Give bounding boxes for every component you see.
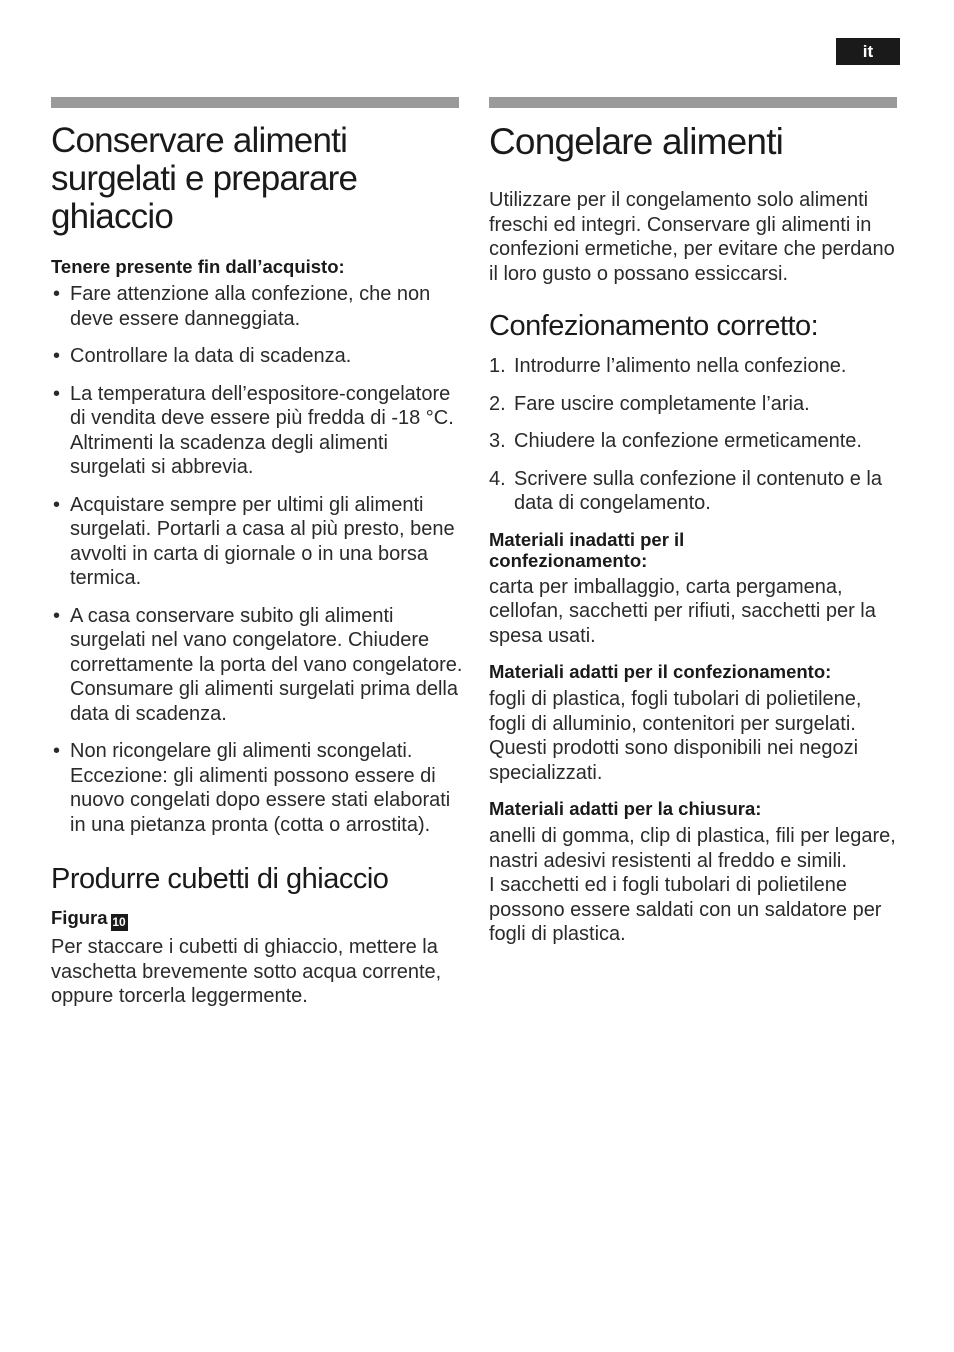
suitable-materials-text: fogli di plastica, fogli tubolari di polietilene, fogli di alluminio, contenitori per surgelati. Questi prodotti sono disponibili nei negozi specializzati.: [489, 688, 862, 784]
list-item: [489, 467, 903, 516]
language-tab: it: [836, 38, 900, 65]
right-column: [489, 97, 903, 947]
list-item: [51, 382, 463, 480]
bullet-icon: •: [53, 493, 61, 516]
list-item: [489, 429, 903, 454]
step-text: Fare uscire completamente l’aria.: [514, 392, 810, 415]
list-item-text: Non ricongelare gli alimenti scongelati. Eccezione: gli alimenti possono essere di nuovo congelati dopo essere stati elaborati in una pietanza pronta (cotta o arrostita).: [70, 740, 451, 836]
purchase-subheading: Tenere presente fin dall’acquisto:: [51, 256, 345, 277]
step-text: Introdurre l’alimento nella confezione.: [514, 355, 847, 377]
step-text: Scrivere sulla confezione il contenuto e la data di congelamento.: [514, 467, 882, 514]
unsuitable-materials-heading: Materiali inadatti per il confezionamento:: [489, 528, 685, 571]
list-item: [489, 354, 903, 379]
right-section-title: Congelare alimenti: [489, 121, 784, 162]
packaging-heading: Confezionamento corretto:: [489, 310, 819, 342]
bullet-icon: •: [53, 740, 61, 762]
suitable-materials-heading: Materiali adatti per il confezionamento:: [489, 661, 832, 682]
purchase-bullet-list: [51, 282, 463, 837]
step-number: 1.: [489, 355, 506, 377]
figure-number-badge: 10: [112, 915, 126, 929]
welding-note-text: I sacchetti ed i fogli tubolari di polietilene possono essere saldati con un saldatore per fogli di plastica.: [489, 874, 882, 945]
step-number: 3.: [489, 430, 506, 452]
list-item-text: Acquistare sempre per ultimi gli alimenti surgelati. Portarli a casa al più presto, bene avvolti in carta di giornale o in una borsa termica.: [70, 493, 455, 589]
left-section-title: Conservare alimenti surgelati e preparare ghiaccio: [51, 121, 358, 236]
closure-materials-text: anelli di gomma, clip di plastica, fili per legare, nastri adesivi resistenti al freddo e simili.: [489, 825, 896, 872]
packaging-steps: [489, 354, 903, 516]
list-item: [51, 604, 463, 727]
freezing-intro: Utilizzare per il congelamento solo alimenti freschi ed integri. Conservare gli alimenti in confezioni ermetiche, per evitare che perdano il loro gusto o possano essiccarsi.: [489, 189, 895, 285]
ice-cubes-text: Per staccare i cubetti di ghiaccio, mettere la vaschetta brevemente sotto acqua corrente, oppure torcerla leggermente.: [51, 936, 442, 1007]
bullet-icon: •: [53, 382, 61, 405]
bullet-icon: •: [53, 283, 61, 305]
bullet-icon: •: [53, 345, 61, 367]
list-item-text: A casa conservare subito gli alimenti surgelati nel vano congelatore. Chiudere correttamente la porta del vano congelatore. Consumare gli alimenti surgelati prima della data di scadenza.: [70, 604, 463, 725]
left-column: [51, 97, 463, 1009]
ice-cubes-heading: Produrre cubetti di ghiaccio: [51, 863, 389, 895]
list-item: [51, 739, 463, 837]
figure-reference: [51, 907, 463, 931]
list-item-text: Controllare la data di scadenza.: [70, 345, 352, 367]
list-item: [51, 493, 463, 591]
step-number: 2.: [489, 392, 506, 415]
list-item: [51, 282, 463, 331]
step-number: 4.: [489, 467, 506, 490]
section-divider: [489, 97, 897, 108]
figure-label: Figura: [51, 907, 108, 928]
list-item: [489, 392, 903, 417]
bullet-icon: •: [53, 604, 61, 627]
closure-materials-heading: Materiali adatti per la chiusura:: [489, 798, 762, 819]
step-text: Chiudere la confezione ermeticamente.: [514, 430, 862, 452]
unsuitable-materials-text: carta per imballaggio, carta pergamena, cellofan, sacchetti per rifiuti, sacchetti per la spesa usati.: [489, 575, 876, 647]
list-item-text: Fare attenzione alla confezione, che non deve essere danneggiata.: [70, 283, 431, 330]
list-item-text: La temperatura dell’espositore-congelatore di vendita deve essere più fredda di -18 °C. Altrimenti la scadenza degli alimenti surgelati si abbrevia.: [70, 382, 454, 478]
section-divider: [51, 97, 459, 108]
list-item: [51, 344, 463, 369]
